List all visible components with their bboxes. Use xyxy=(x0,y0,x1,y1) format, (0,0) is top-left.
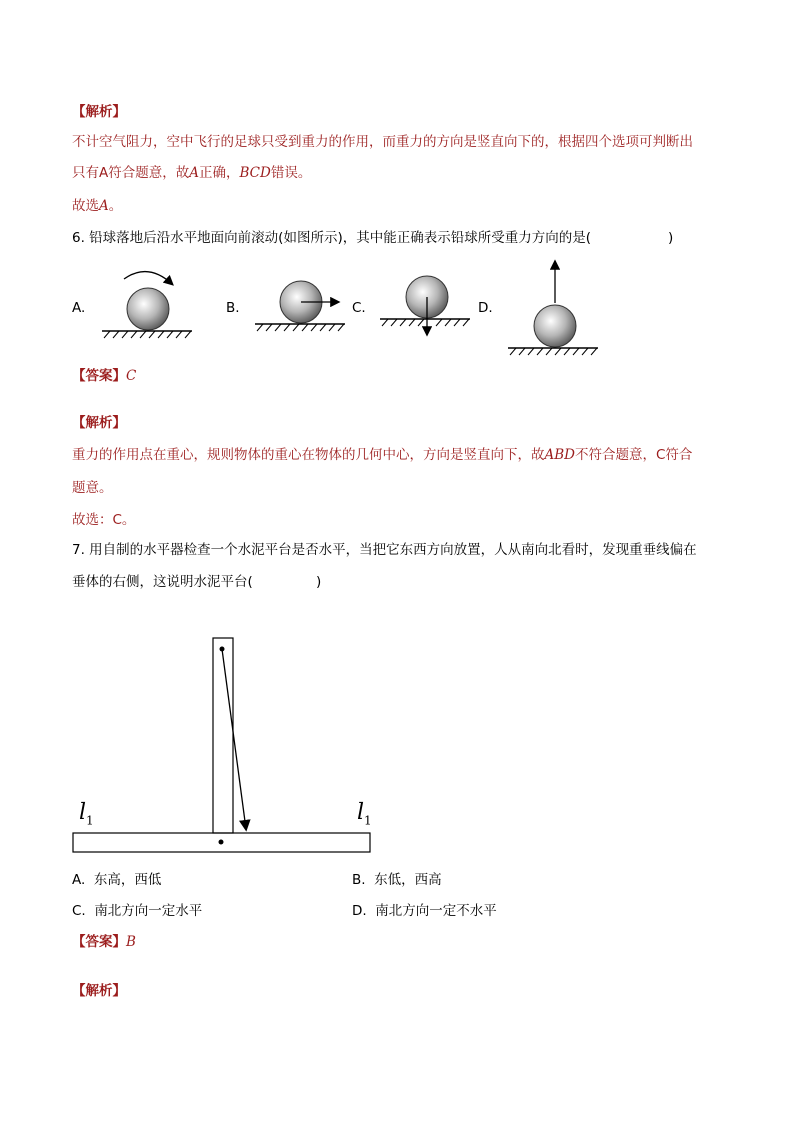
label-left: $l_1$ xyxy=(79,800,94,828)
question-blank-close: ) xyxy=(316,574,322,590)
center-mark xyxy=(219,840,224,845)
answer-label: 【答案】 xyxy=(72,934,126,950)
option-d-label: D. xyxy=(478,300,493,316)
answer-value: B xyxy=(126,934,136,950)
analysis-label: 【解析】 xyxy=(72,983,126,999)
analysis-text-line: 只有A符合题意，故A正确，BCD错误。 xyxy=(72,165,312,181)
analysis-text-line: 重力的作用点在重心，规则物体的重心在物体的几何中心，方向是竖直向下，故ABD不符合题意，C符合 xyxy=(72,447,693,463)
answer-label: 【答案】 xyxy=(72,368,126,384)
option-a-label: A. xyxy=(72,300,86,316)
answer-line xyxy=(72,932,136,952)
plumb-line xyxy=(222,649,246,829)
option-b: B. 东低，西高 xyxy=(352,872,442,888)
analysis-text-line: 不计空气阻力，空中飞行的足球只受到重力的作用，而重力的方向是竖直向下的，根据四个选项可判断出 xyxy=(72,134,693,150)
analysis-text-line: 题意。 xyxy=(72,480,113,496)
question-stem: 垂体的右侧，这说明水泥平台( xyxy=(72,574,253,590)
question-stem: 6. 铅球落地后沿水平地面向前滚动(如图所示)，其中能正确表示铅球所受重力方向的是( xyxy=(72,230,591,246)
option-b-label: B. xyxy=(226,300,240,316)
analysis-label: 【解析】 xyxy=(72,415,126,431)
answer-value: C xyxy=(126,368,137,384)
conclusion-text: 故选A。 xyxy=(72,198,123,214)
option-a: A. 东高，西低 xyxy=(72,872,162,888)
question-stem: 7. 用自制的水平器检查一个水泥平台是否水平，当把它东西方向放置，人从南向北看时，发现重垂线偏在 xyxy=(72,542,697,558)
vertical-bar xyxy=(213,638,233,833)
option-d: D. 南北方向一定不水平 xyxy=(352,903,497,919)
label-right: $l_1$ xyxy=(357,800,372,828)
analysis-label: 【解析】 xyxy=(72,104,126,120)
question-blank-close: ) xyxy=(668,230,674,246)
option-c-label: C. xyxy=(352,300,366,316)
option-c: C. 南北方向一定水平 xyxy=(72,903,203,919)
conclusion-text: 故选：C。 xyxy=(72,512,136,528)
